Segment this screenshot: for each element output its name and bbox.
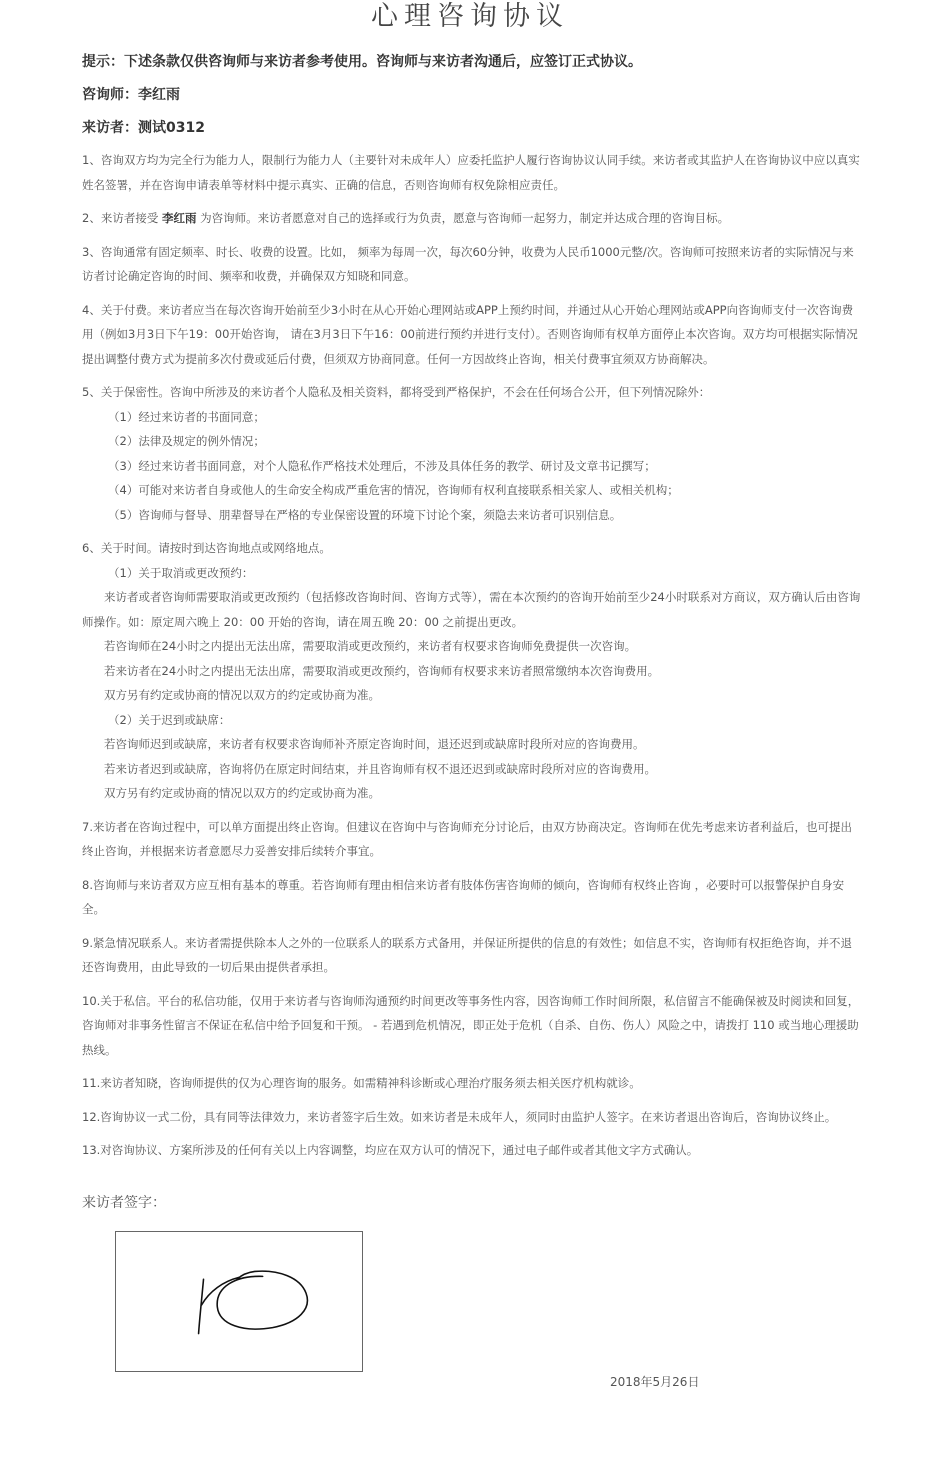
signature-label: 来访者签字： (82, 1195, 166, 1211)
clause-6-item-2-other: 双方另有约定或协商的情况以双方的约定或协商为准。 (104, 786, 380, 800)
page-title: 心理咨询协议 (371, 1, 569, 32)
clause-3: 3、咨询通常有固定频率、时长、收费的设置。比如， 频率为每周一次，每次60分钟，收费为人民币1000元整/次。咨询师可按照来访者的实际情况与来访者讨论确定咨询的时间、频率和收费，并确保双方知晓和同意。 (82, 244, 854, 283)
clause-6-item-2: （2）关于迟到或缺席： (108, 712, 231, 727)
clause-5-item-3: （3）经过来访者书面同意，对个人隐私作严格技术处理后，不涉及具体任务的教学、研讨及文章书记撰写； (108, 458, 656, 473)
clause-6-item-1-visitor: 若来访者在24小时之内提出无法出席，需要取消或更改预约，咨询师有权要求来访者照常缴纳本次咨询费用。 (104, 663, 660, 678)
clause-4: 4、关于付费。来访者应当在每次咨询开始前至少3小时在从心开始心理网站或APP上预约时间，并通过从心开始心理网站或APP向咨询师支付一次咨询费用（例如3月3日下午19：00开始咨询， 请在3月3日下午16：00前进行预约并进行支付）。否则咨询师有权单方面停止本次咨询。双方均可根据实际情况提出调整付费方式为提前多次付费或延后付费，但须双方协商同意。任何一方因故终止咨询，相关付费事宜须双方协商解决。 (82, 302, 858, 366)
clause-9: 9.紧急情况联系人。来访者需提供除本人之外的一位联系人的联系方式备用，并保证所提供的信息的有效性；如信息不实，咨询师有权拒绝咨询，并不退还咨询费用，由此导致的一切后果由提供者承担。 (82, 935, 852, 974)
agreement-body (82, 48, 862, 1163)
clause-5-item-5: （5）咨询师与督导、朋辈督导在严格的专业保密设置的环境下讨论个案，须隐去来访者可识别信息。 (108, 507, 622, 522)
counselor-name: 咨询师：李红雨 (82, 87, 180, 103)
clause-6-item-1-text: 来访者或者咨询师需要取消或更改预约（包括修改咨询时间、咨询方式等），需在本次预约的咨询开始前至少24小时联系对方商议，双方确认后由咨询师操作。如：原定周六晚上 20：00 开始的咨询，请在周五晚 20：00 之前提出更改。 (82, 590, 861, 629)
clause-6-item-1-other: 双方另有约定或协商的情况以双方的约定或协商为准。 (104, 688, 380, 702)
clause-10: 10.关于私信。平台的私信功能，仅用于来访者与咨询师沟通预约时间更改等事务性内容，因咨询师工作时间所限，私信留言不能确保被及时阅读和回复，咨询师对非事务性留言不保证在私信中给予回复和干预。 - 若遇到危机情况，即正处于危机（自杀、自伤、伤人）风险之中，请拨打 110 或当地心理援助热线。 (82, 993, 860, 1057)
clause-13: 13.对咨询协议、方案所涉及的任何有关以上内容调整，均应在双方认可的情况下，通过电子邮件或者其他文字方式确认。 (82, 1143, 699, 1157)
clause-5-item-2: （2）法律及规定的例外情况； (108, 434, 265, 448)
clause-8: 8.咨询师与来访者双方应互相有基本的尊重。若咨询师有理由相信来访者有肢体伤害咨询师的倾向，咨询师有权终止咨询 ，必要时可以报警保护自身安全。 (82, 877, 845, 916)
signature-date: 2018年5月26日 (610, 1375, 700, 1389)
clause-5: 5、关于保密性。咨询中所涉及的来访者个人隐私及相关资料，都将受到严格保护，不会在任何场合公开，但下列情况除外： (82, 385, 711, 399)
clause-1: 1、咨询双方均为完全行为能力人，限制行为能力人（主要针对未成年人）应委托监护人履行咨询协议认同手续。来访者或其监护人在咨询协议中应以真实姓名签署，并在咨询申请表单等材料中提示真实、正确的信息，否则咨询师有权免除相应责任。 (82, 153, 860, 192)
clause-6-item-2-counselor: 若咨询师迟到或缺席，来访者有权要求咨询师补齐原定咨询时间，退还迟到或缺席时段所对应的咨询费用。 (104, 737, 645, 751)
signature-stroke-1 (199, 1279, 204, 1333)
clause-6-item-1-counselor: 若咨询师在24小时之内提出无法出席，需要取消或更改预约，来访者有权要求咨询师免费提供一次咨询。 (104, 639, 637, 653)
clause-2 (82, 206, 862, 231)
clause-6: 6、关于时间。请按时到达咨询地点或网络地点。 (82, 541, 331, 555)
clause-5-item-1: （1）经过来访者的书面同意； (108, 409, 265, 424)
clause-12: 12.咨询协议一式二份，具有同等法律效力，来访者签字后生效。如来访者是未成年人，须同时由监护人签字。在来访者退出咨询后，咨询协议终止。 (82, 1109, 837, 1124)
clause-7: 7.来访者在咨询过程中，可以单方面提出终止咨询。但建议在咨询中与咨询师充分讨论后，由双方协商决定。咨询师在优先考虑来访者利益后，也可提出终止咨询，并根据来访者意愿尽力妥善安排后续转介事宜。 (82, 819, 852, 858)
clause-5-item-4: （4）可能对来访者自身或他人的生命安全构成严重危害的情况，咨询师有权利直接联系相关家人、或相关机构； (108, 483, 679, 497)
clause-2-suffix: 为咨询师。来访者愿意对自己的选择或行为负责，愿意与咨询师一起努力，制定并达成合理的咨询目标。 (196, 211, 730, 225)
clause-6-item-2-visitor: 若来访者迟到或缺席，咨询将仍在原定时间结束，并且咨询师有权不退还迟到或缺席时段所对应的咨询费用。 (104, 761, 656, 776)
signature-box (115, 1231, 363, 1372)
visitor-name: 来访者：测试0312 (82, 120, 205, 136)
clause-11: 11.来访者知晓，咨询师提供的仅为心理咨询的服务。如需精神科诊断或心理治疗服务须去相关医疗机构就诊。 (82, 1076, 641, 1090)
clause-2-counselor: 李红雨 (161, 211, 197, 225)
clause-6-item-1: （1）关于取消或更改预约： (108, 565, 254, 580)
notice-text: 提示：下述条款仅供咨询师与来访者参考使用。咨询师与来访者沟通后，应签订正式协议。 (82, 54, 642, 70)
clause-2-prefix: 2、来访者接受 (82, 211, 162, 225)
signature-image (116, 1232, 362, 1371)
